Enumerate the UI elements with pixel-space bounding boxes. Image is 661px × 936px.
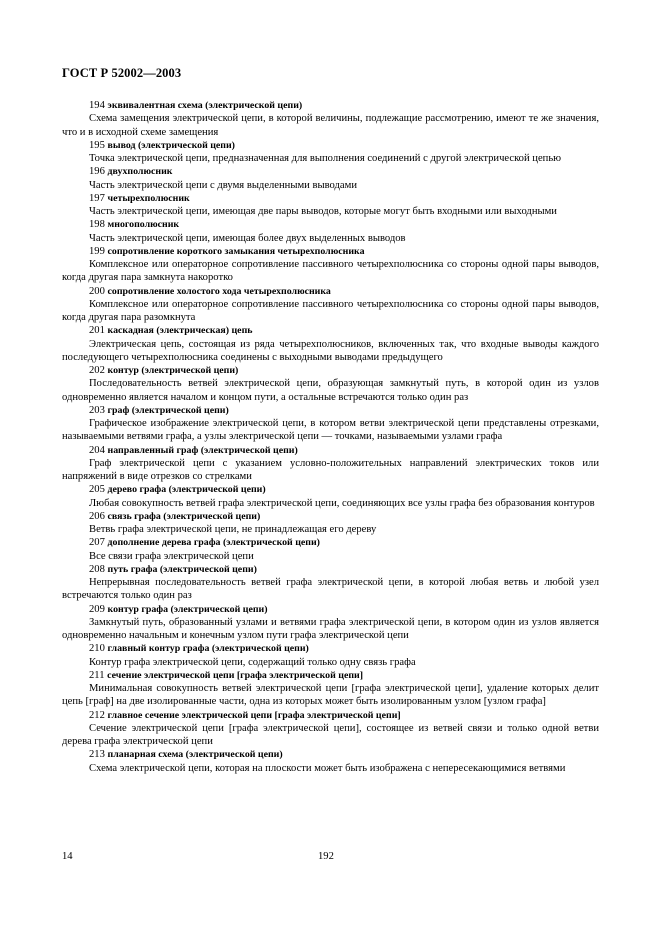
terms-list xyxy=(62,99,599,775)
term-number: 196 xyxy=(89,166,105,178)
term-heading xyxy=(62,642,599,655)
term-number: 209 xyxy=(89,603,105,615)
term-name: контур (электрической цепи) xyxy=(107,365,239,376)
term-entry xyxy=(62,364,599,404)
term-name: сопротивление короткого замыкания четырехполюсника xyxy=(107,245,365,257)
term-number: 203 xyxy=(89,404,105,416)
term-number: 205 xyxy=(89,484,105,496)
term-heading xyxy=(62,99,599,112)
footer-center-number: 192 xyxy=(318,851,334,862)
term-definition: Электрическая цепь, состоящая из ряда четырехполюсников, включенных так, что входные выводы каждого последующего четырехполюсника соединены с выходными выводами предыдущего xyxy=(62,338,599,363)
term-heading xyxy=(62,536,599,549)
term-heading xyxy=(62,285,599,298)
term-entry xyxy=(62,603,599,643)
term-entry xyxy=(62,324,599,364)
term-name: сопротивление холостого хода четырехполюсника xyxy=(107,285,331,297)
term-name: каскадная (электрическая) цепь xyxy=(107,325,253,337)
term-entry xyxy=(62,218,599,245)
term-entry xyxy=(62,245,599,285)
term-name: главное сечение электрической цепи [графа электрической цепи] xyxy=(107,709,401,721)
term-number: 199 xyxy=(89,245,105,257)
term-definition: Все связи графа электрической цепи xyxy=(89,550,254,562)
term-heading xyxy=(62,165,599,178)
term-definition: Последовательность ветвей электрической цепи, образующая замкнутый путь, в которой один из узлов одновременно является началом и концом пути, а остальные встречаются только один раз xyxy=(62,378,599,403)
term-name: связь графа (электрической цепи) xyxy=(107,510,261,522)
term-number: 213 xyxy=(89,749,105,761)
term-name: двухполюсник xyxy=(107,166,173,178)
term-entry xyxy=(62,748,599,775)
term-definition: Ветвь графа электрической цепи, не принадлежащая его дереву xyxy=(89,524,377,535)
term-entry xyxy=(62,192,599,219)
term-name: дополнение дерева графа (электрической цепи) xyxy=(107,537,320,549)
term-name: главный контур графа (электрической цепи) xyxy=(107,643,309,655)
document-header: ГОСТ Р 52002—2003 xyxy=(62,66,182,80)
term-heading xyxy=(62,245,599,258)
term-name: четырехполюсник xyxy=(107,192,190,204)
term-heading xyxy=(62,139,599,152)
term-number: 198 xyxy=(89,219,105,231)
term-definition: Часть электрической цепи, имеющая более двух выделенных выводов xyxy=(89,232,406,244)
term-name: вывод (электрической цепи) xyxy=(107,139,235,151)
term-entry xyxy=(62,165,599,192)
term-number: 210 xyxy=(89,643,105,655)
term-number: 211 xyxy=(89,669,105,681)
term-heading xyxy=(62,444,599,457)
term-entry xyxy=(62,669,599,709)
term-heading xyxy=(62,510,599,523)
term-definition: Контур графа электрической цепи, содержащий только одну связь графа xyxy=(89,656,416,668)
term-entry xyxy=(62,709,599,749)
term-entry xyxy=(62,99,599,139)
term-definition: Непрерывная последовательность ветвей графа электрической цепи, в которой любая ветвь и любой узел встречаются только один раз xyxy=(62,577,599,602)
term-name: эквивалентная схема (электрической цепи) xyxy=(107,100,303,111)
term-entry xyxy=(62,642,599,669)
term-heading xyxy=(62,218,599,231)
term-definition: Замкнутый путь, образованный узлами и ветвями графа электрической цепи, в котором один из узлов является одновременно начальным и конечным узлом пути графа электрической цепи xyxy=(62,616,599,641)
term-number: 202 xyxy=(89,365,105,376)
term-entry xyxy=(62,510,599,537)
term-heading xyxy=(62,669,599,682)
term-definition: Любая совокупность ветвей графа электрической цепи, соединяющих все узлы графа без образования контуров xyxy=(89,497,595,509)
term-heading xyxy=(62,192,599,205)
term-entry xyxy=(62,404,599,444)
term-name: контур графа (электрической цепи) xyxy=(107,603,268,615)
term-definition: Граф электрической цепи с указанием условно-положительных направлений электрических токов или напряжений в виде отрезков со стрелками xyxy=(62,457,599,482)
term-name: сечение электрической цепи [графа электрической цепи] xyxy=(107,669,364,681)
term-heading xyxy=(62,324,599,337)
term-name: граф (электрической цепи) xyxy=(107,404,229,416)
term-name: многополюсник xyxy=(107,219,180,231)
term-entry xyxy=(62,536,599,563)
term-definition: Сечение электрической цепи [графа электрической цепи], состоящее из ветвей связи и только одной ветви дерева графа электрической цепи xyxy=(62,722,599,747)
term-heading xyxy=(62,404,599,417)
term-entry xyxy=(62,444,599,484)
term-heading xyxy=(62,709,599,722)
term-number: 200 xyxy=(89,285,105,297)
term-number: 194 xyxy=(89,100,105,111)
term-number: 207 xyxy=(89,537,105,549)
term-number: 212 xyxy=(89,709,105,721)
term-definition: Часть электрической цепи, имеющая две пары выводов, которые могут быть входными или выходными xyxy=(89,206,557,217)
term-definition: Комплексное или операторное сопротивление пассивного четырехполюсника со стороны одной пары выводов, когда другая пара разомкнута xyxy=(62,298,599,323)
term-definition: Схема замещения электрической цепи, в которой величины, подлежащие рассмотрению, имеют те же значения, что и в исходной схеме замещения xyxy=(62,113,599,138)
term-definition: Часть электрической цепи с двумя выделенными выводами xyxy=(89,179,357,191)
term-definition: Точка электрической цепи, предназначенная для выполнения соединений с другой электрической цепью xyxy=(89,153,562,164)
term-name: планарная схема (электрической цепи) xyxy=(107,749,283,761)
term-name: путь графа (электрической цепи) xyxy=(107,563,257,575)
term-heading xyxy=(62,483,599,496)
term-heading xyxy=(62,364,599,377)
term-number: 204 xyxy=(89,444,105,456)
term-definition: Минимальная совокупность ветвей электрической цепи [графа электрической цепи], удаление которых делит цепь [граф] на две изолированные части, одна из которых может быть изолированным узлом [узлом графа] xyxy=(62,683,599,708)
term-heading xyxy=(62,748,599,761)
term-name: направленный граф (электрической цепи) xyxy=(107,444,298,456)
term-number: 201 xyxy=(89,325,105,337)
term-number: 197 xyxy=(89,192,105,204)
term-entry xyxy=(62,285,599,325)
term-heading xyxy=(62,603,599,616)
term-definition: Схема электрической цепи, которая на плоскости может быть изображена с непересекающимися ветвями xyxy=(89,762,566,774)
term-definition: Комплексное или операторное сопротивление пассивного четырехполюсника со стороны одной пары выводов, когда другая пара замкнута накоротко xyxy=(62,259,599,284)
term-entry xyxy=(62,563,599,603)
term-entry xyxy=(62,483,599,510)
term-entry xyxy=(62,139,599,166)
term-definition: Графическое изображение электрической цепи, в котором ветви электрической цепи представлены отрезками, называемыми ветвями графа, а узлы электрической цепи — точками, называемыми узлами графа xyxy=(62,418,599,443)
term-name: дерево графа (электрической цепи) xyxy=(107,484,266,496)
term-number: 206 xyxy=(89,510,105,522)
page-number: 14 xyxy=(62,851,73,862)
term-heading xyxy=(62,563,599,576)
term-number: 208 xyxy=(89,563,105,575)
term-number: 195 xyxy=(89,139,105,151)
